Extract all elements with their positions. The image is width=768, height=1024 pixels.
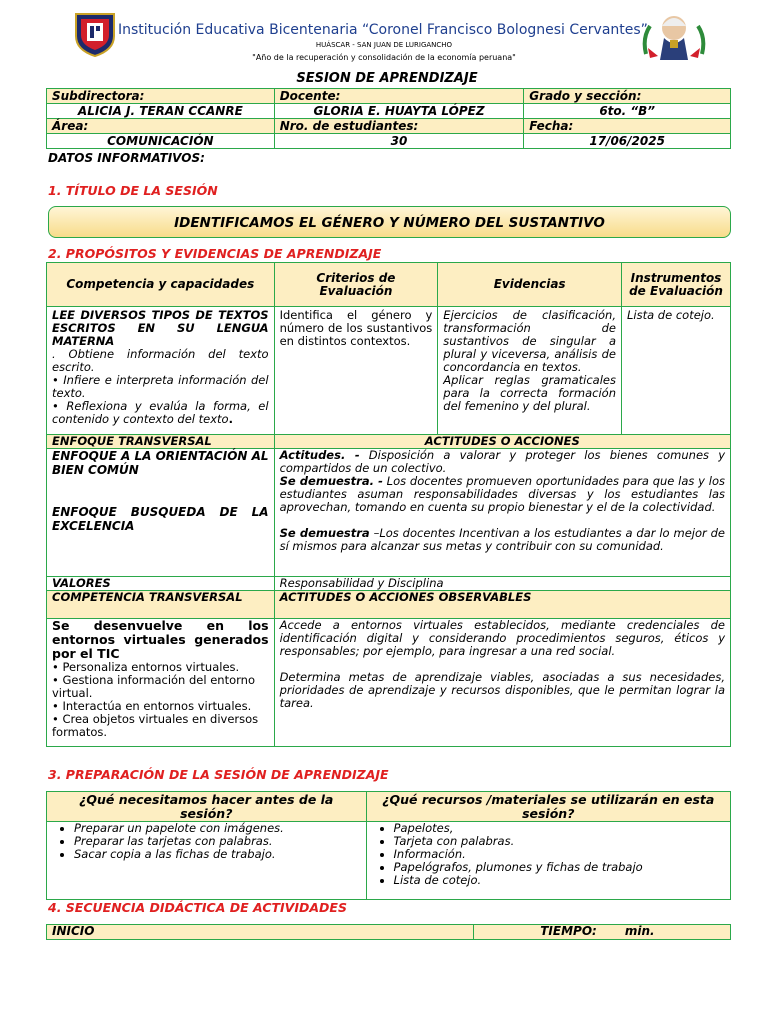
- tic-item-3: • Interactúa en entornos virtuales.: [52, 699, 252, 713]
- purposes-table: [46, 262, 731, 747]
- document-title: SESION DE APRENDIZAJE: [296, 71, 478, 86]
- tic-item-2-text: Gestiona información del entorno virtual.: [52, 673, 255, 700]
- tic-item-1-text: Personaliza entornos virtuales.: [62, 660, 240, 674]
- col-criterios: Criterios de Evaluación: [274, 263, 438, 307]
- criterio-cell: Identifica el género y número de los sustantivos en distintos contextos.: [274, 307, 438, 435]
- actitud-2-label: Se demuestra. -: [279, 474, 383, 488]
- valores-label: VALORES: [47, 577, 275, 591]
- col-recursos: ¿Qué recursos /materiales se utilizarán en esta sesión?: [366, 792, 730, 822]
- actitud-1-label: Actitudes. -: [279, 448, 360, 462]
- actitud-3-text: –Los docentes Incentivan a los estudiantes a dar lo mejor de sí mismos para alcanzar sus metas y contribuir con su comunidad.: [279, 526, 725, 553]
- tiempo-label: TIEMPO:: [540, 924, 597, 938]
- bolognesi-portrait-emblem: [640, 8, 708, 64]
- nro-label: Nro. de estudiantes:: [274, 119, 524, 134]
- col-antes: ¿Qué necesitamos hacer antes de la sesión?: [47, 792, 367, 822]
- actitud-1-text: Disposición a valorar y proteger los bienes comunes y compartidos de un colectivo.: [279, 448, 726, 475]
- actitud-3-label: Se demuestra: [279, 526, 370, 540]
- datos-informativos-heading: DATOS INFORMATIVOS:: [48, 151, 205, 165]
- area-label: Área:: [47, 119, 275, 134]
- inicio-label: INICIO: [47, 925, 474, 940]
- valores-value: Responsabilidad y Disciplina: [274, 577, 730, 591]
- section-3-heading: 3. PREPARACIÓN DE LA SESIÓN DE APRENDIZAJE: [48, 767, 389, 782]
- antes-item-2: • Preparar las tarjetas con palabras.: [74, 835, 361, 848]
- tic-item-4: • Crea objetos virtuales en diversos formatos.: [52, 712, 259, 739]
- actitudes-cell: [274, 449, 730, 577]
- antes-item-1: • Preparar un papelote con imágenes.: [74, 822, 361, 835]
- enfoque-excelencia: ENFOQUE BUSQUEDA DE LA EXCELENCIA: [52, 505, 269, 533]
- col-competencia: Competencia y capacidades: [47, 263, 275, 307]
- actitud-2: [280, 475, 725, 514]
- capacidad-3: [52, 400, 269, 426]
- antes-item-3: • Sacar copia a las fichas de trabajo.: [74, 848, 361, 861]
- recurso-item-4: • Papelógrafos, plumones y fichas de trabajo: [394, 861, 725, 874]
- institution-name: Institución Educativa Bicentenaria “Coronel Francisco Bolognesi Cervantes”: [118, 22, 648, 38]
- competencia-title: LEE DIVERSOS TIPOS DE TEXTOS ESCRITOS EN SU LENGUA MATERNA: [52, 308, 269, 348]
- school-crest-logo: [72, 10, 118, 58]
- recurso-item-1: • Papelotes,: [394, 822, 725, 835]
- tic-competencia: Se desenvuelve en los entornos virtuales generados por el TIC: [52, 618, 269, 661]
- info-table: [46, 88, 731, 149]
- session-title-banner: IDENTIFICAMOS EL GÉNERO Y NÚMERO DEL SUSTANTIVO: [48, 206, 731, 238]
- actitudes-header: ACTITUDES O ACCIONES: [274, 435, 730, 449]
- subdirectora-value: ALICIA J. TERAN CCANRE: [47, 104, 275, 119]
- tic-cell: [47, 619, 275, 747]
- acciones-observables-header: ACTITUDES O ACCIONES OBSERVABLES: [274, 591, 730, 619]
- tic-item-2: • Gestiona información del entorno virtual.: [52, 673, 255, 700]
- docente-value: GLORIA E. HUAYTA LÓPEZ: [274, 104, 524, 119]
- section-4-heading: 4. SECUENCIA DIDÁCTICA DE ACTIVIDADES: [48, 900, 347, 915]
- year-motto: "Año de la recuperación y consolidación de la economía peruana": [252, 53, 516, 62]
- tic-item-4-text: Crea objetos virtuales en diversos formatos.: [52, 712, 259, 739]
- evidencia-1: Ejercicios de clasificación, transformación de sustantivos de singular a plural y viceversa, análisis de concordancia en textos.: [443, 308, 616, 374]
- competencia-cell: [47, 307, 275, 435]
- tiempo-cell: [474, 925, 731, 940]
- area-value: COMUNICACIÓN: [47, 134, 275, 149]
- grado-value: 6to. “B”: [524, 104, 731, 119]
- acciones-cell: [274, 619, 730, 747]
- preparation-table: [46, 791, 731, 900]
- section-1-heading: 1. TÍTULO DE LA SESIÓN: [48, 183, 218, 198]
- recursos-cell: [366, 822, 730, 900]
- evidencia-2: Aplicar reglas gramaticales para la correcta formación del femenino y del plural.: [443, 373, 616, 413]
- capacidad-3-text: • Reflexiona y evalúa la forma, el contenido y contexto del texto: [52, 399, 269, 426]
- col-instrumentos: Instrumentos de Evaluación: [622, 263, 731, 307]
- grado-label: Grado y sección:: [524, 89, 731, 104]
- docente-label: Docente:: [274, 89, 524, 104]
- actitud-3: [280, 527, 725, 553]
- antes-cell: [47, 822, 367, 900]
- fecha-value: 17/06/2025: [524, 134, 731, 149]
- capacidad-2: • Infiere e interpreta información del texto.: [52, 373, 269, 400]
- subdirectora-label: Subdirectora:: [47, 89, 275, 104]
- accion-2: Determina metas de aprendizaje viables, asociadas a sus necesidades, prioridades de aprendizaje y recursos disponibles, que le permitan lograr la tarea.: [279, 670, 725, 710]
- institution-location: HUÁSCAR - SAN JUAN DE LURIGANCHO: [315, 41, 453, 49]
- accion-1: Accede a entornos virtuales establecidos, mediante credenciales de identificación digital y considerando procedimientos seguros, éticos y responsables; por ejemplo, para ingresar a una red social.: [279, 618, 725, 658]
- enfoque-bien-comun: ENFOQUE A LA ORIENTACIÓN AL BIEN COMÚN: [52, 449, 269, 477]
- competencia-transversal-header: COMPETENCIA TRANSVERSAL: [47, 591, 275, 619]
- col-evidencias: Evidencias: [438, 263, 622, 307]
- evidencias-cell: [438, 307, 622, 435]
- recurso-item-2: • Tarjeta con palabras.: [394, 835, 725, 848]
- section-2-heading: 2. PROPÓSITOS Y EVIDENCIAS DE APRENDIZAJE: [48, 246, 382, 261]
- enfoque-header: ENFOQUE TRANSVERSAL: [47, 435, 275, 449]
- tic-item-3-text: Interactúa en entornos virtuales.: [62, 699, 252, 713]
- tic-item-1: • Personaliza entornos virtuales.: [52, 660, 240, 674]
- capacidad-1: . Obtiene información del texto escrito.: [52, 347, 269, 374]
- capacidad-3-period: .: [228, 412, 233, 426]
- enfoques-cell: [47, 449, 275, 577]
- recurso-item-3: • Información.: [394, 848, 725, 861]
- fecha-label: Fecha:: [524, 119, 731, 134]
- tiempo-unit: min.: [624, 924, 655, 938]
- recurso-item-5: • Lista de cotejo.: [394, 874, 725, 887]
- actitud-1: [280, 449, 725, 475]
- sequence-table: [46, 924, 731, 940]
- instrumento-cell: Lista de cotejo.: [622, 307, 731, 435]
- nro-value: 30: [274, 134, 524, 149]
- actitud-2-text: Los docentes promueven oportunidades para que las y los estudiantes asuman responsabilidades diversas y los estudiantes las aprovechan, tomando en cuenta su propio bienestar y el de la colectividad.: [279, 474, 726, 514]
